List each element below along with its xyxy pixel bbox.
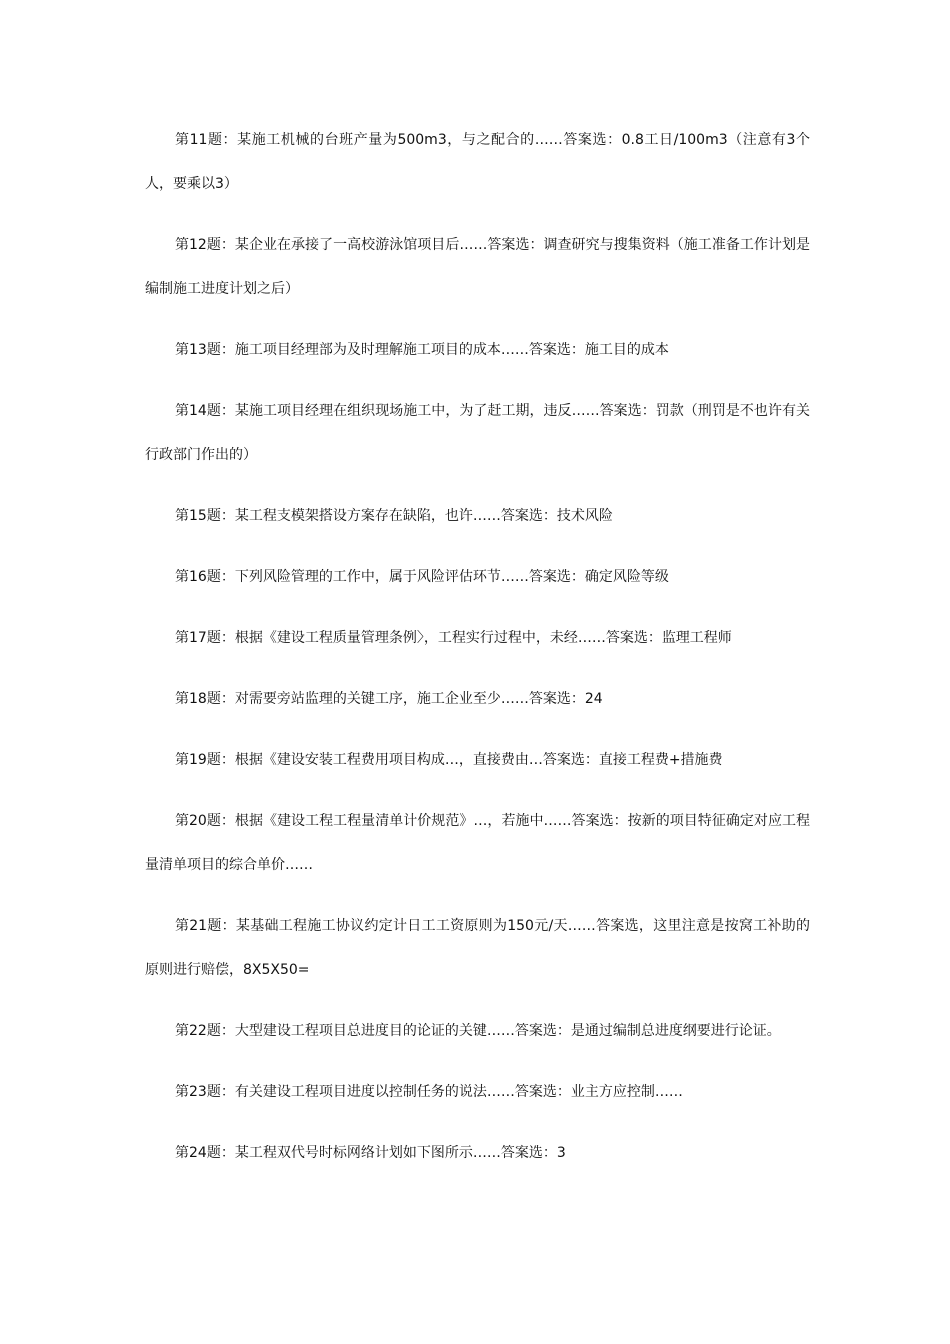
- question-12: 第12题：某企业在承接了一高校游泳馆项目后……答案选：调查研究与搜集资料（施工准备工作计划是编制施工进度计划之后）: [145, 237, 810, 297]
- question-21: 第21题：某基础工程施工协议约定计日工工资原则为150元/天……答案选，这里注意是按窝工补助的原则进行赔偿，8X5X50=: [145, 918, 810, 978]
- question-22: 第22题：大型建设工程项目总进度目的论证的关键……答案选：是通过编制总进度纲要进行论证。: [175, 1023, 781, 1039]
- document-page: [145, 118, 810, 1192]
- question-18: 第18题：对需要旁站监理的关键工序，施工企业至少……答案选：24: [175, 691, 603, 707]
- question-16: 第16题：下列风险管理的工作中，属于风险评估环节……答案选：确定风险等级: [175, 569, 669, 585]
- question-14: 第14题：某施工项目经理在组织现场施工中，为了赶工期，违反……答案选：罚款（刑罚是不也许有关行政部门作出的）: [145, 403, 810, 463]
- question-11: 第11题：某施工机械的台班产量为500m3，与之配合的……答案选：0.8工日/100m3（注意有3个人，要乘以3）: [145, 132, 810, 192]
- question-20: 第20题：根据《建设工程工程量清单计价规范》…，若施中……答案选：按新的项目特征确定对应工程量清单项目的综合单价……: [145, 813, 810, 873]
- question-15: 第15题：某工程支模架搭设方案存在缺陷，也许……答案选：技术风险: [175, 508, 613, 524]
- question-24: 第24题：某工程双代号时标网络计划如下图所示……答案选：3: [175, 1145, 566, 1161]
- question-13: 第13题：施工项目经理部为及时理解施工项目的成本……答案选：施工目的成本: [175, 342, 669, 358]
- question-19: 第19题：根据《建设安装工程费用项目构成…，直接费由…答案选：直接工程费+措施费: [175, 752, 723, 768]
- question-17: 第17题：根据《建设工程质量管理条例〉，工程实行过程中，未经……答案选：监理工程师: [175, 630, 732, 646]
- question-23: 第23题：有关建设工程项目进度以控制任务的说法……答案选：业主方应控制……: [175, 1084, 683, 1100]
